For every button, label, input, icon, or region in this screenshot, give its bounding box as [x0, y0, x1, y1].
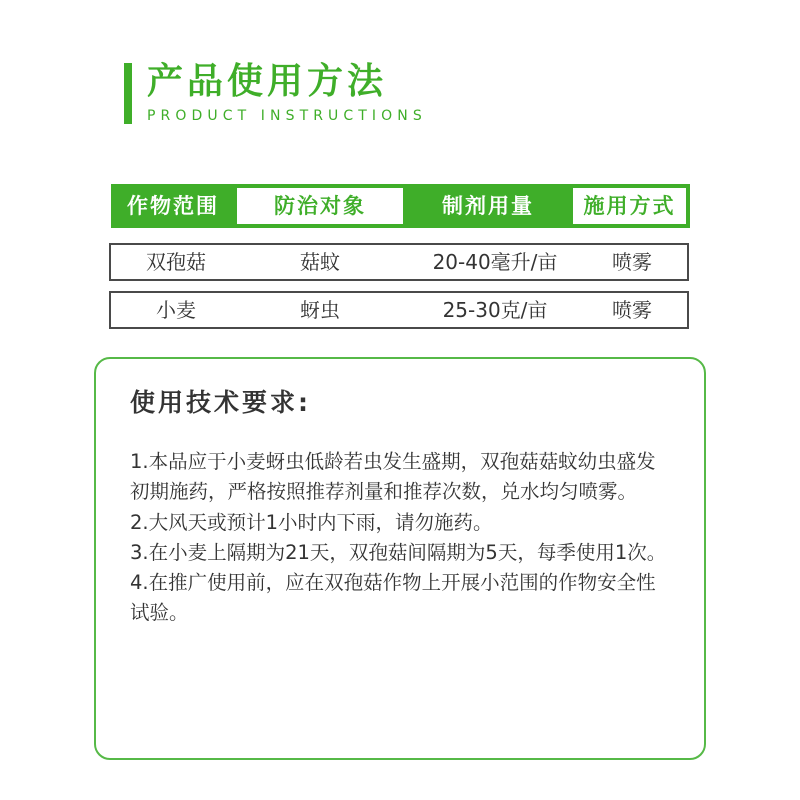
- header-cell-method: 施用方式: [573, 188, 686, 224]
- table-cell-target: 菇蚊: [300, 250, 340, 274]
- table-cell-dosage: 20-40毫升/亩: [432, 250, 558, 274]
- page-title: 产品使用方法: [147, 61, 388, 102]
- instructions-list: [130, 447, 675, 629]
- header-cell-dosage: 制剂用量: [442, 194, 534, 218]
- instructions-title: 使用技术要求:: [130, 388, 311, 417]
- header-cell-target: 防治对象: [237, 188, 403, 224]
- page-subtitle: PRODUCT INSTRUCTIONS: [147, 108, 427, 124]
- table-cell-method: 喷雾: [612, 298, 652, 322]
- instruction-item: 2.大风天或预计1小时内下雨，请勿施药。: [130, 510, 493, 534]
- instruction-item: 4.在推广使用前，应在双孢菇作物上开展小范围的作物安全性试验。: [130, 571, 656, 625]
- table-row: [109, 291, 689, 329]
- usage-table-header: [111, 184, 690, 228]
- title-accent-bar: [124, 63, 132, 124]
- table-cell-target: 蚜虫: [300, 298, 340, 322]
- table-cell-crop: 小麦: [156, 298, 196, 322]
- table-cell-dosage: 25-30克/亩: [442, 298, 548, 322]
- table-cell-method: 喷雾: [612, 250, 652, 274]
- header-cell-crop: 作物范围: [127, 194, 219, 218]
- instruction-item: 3.在小麦上隔期为21天，双孢菇间隔期为5天，每季使用1次。: [130, 540, 667, 564]
- table-row: [109, 243, 689, 281]
- table-cell-crop: 双孢菇: [146, 250, 206, 274]
- instruction-item: 1.本品应于小麦蚜虫低龄若虫发生盛期，双孢菇菇蚊幼虫盛发初期施药，严格按照推荐剂量和推荐次数，兑水均匀喷雾。: [130, 450, 656, 504]
